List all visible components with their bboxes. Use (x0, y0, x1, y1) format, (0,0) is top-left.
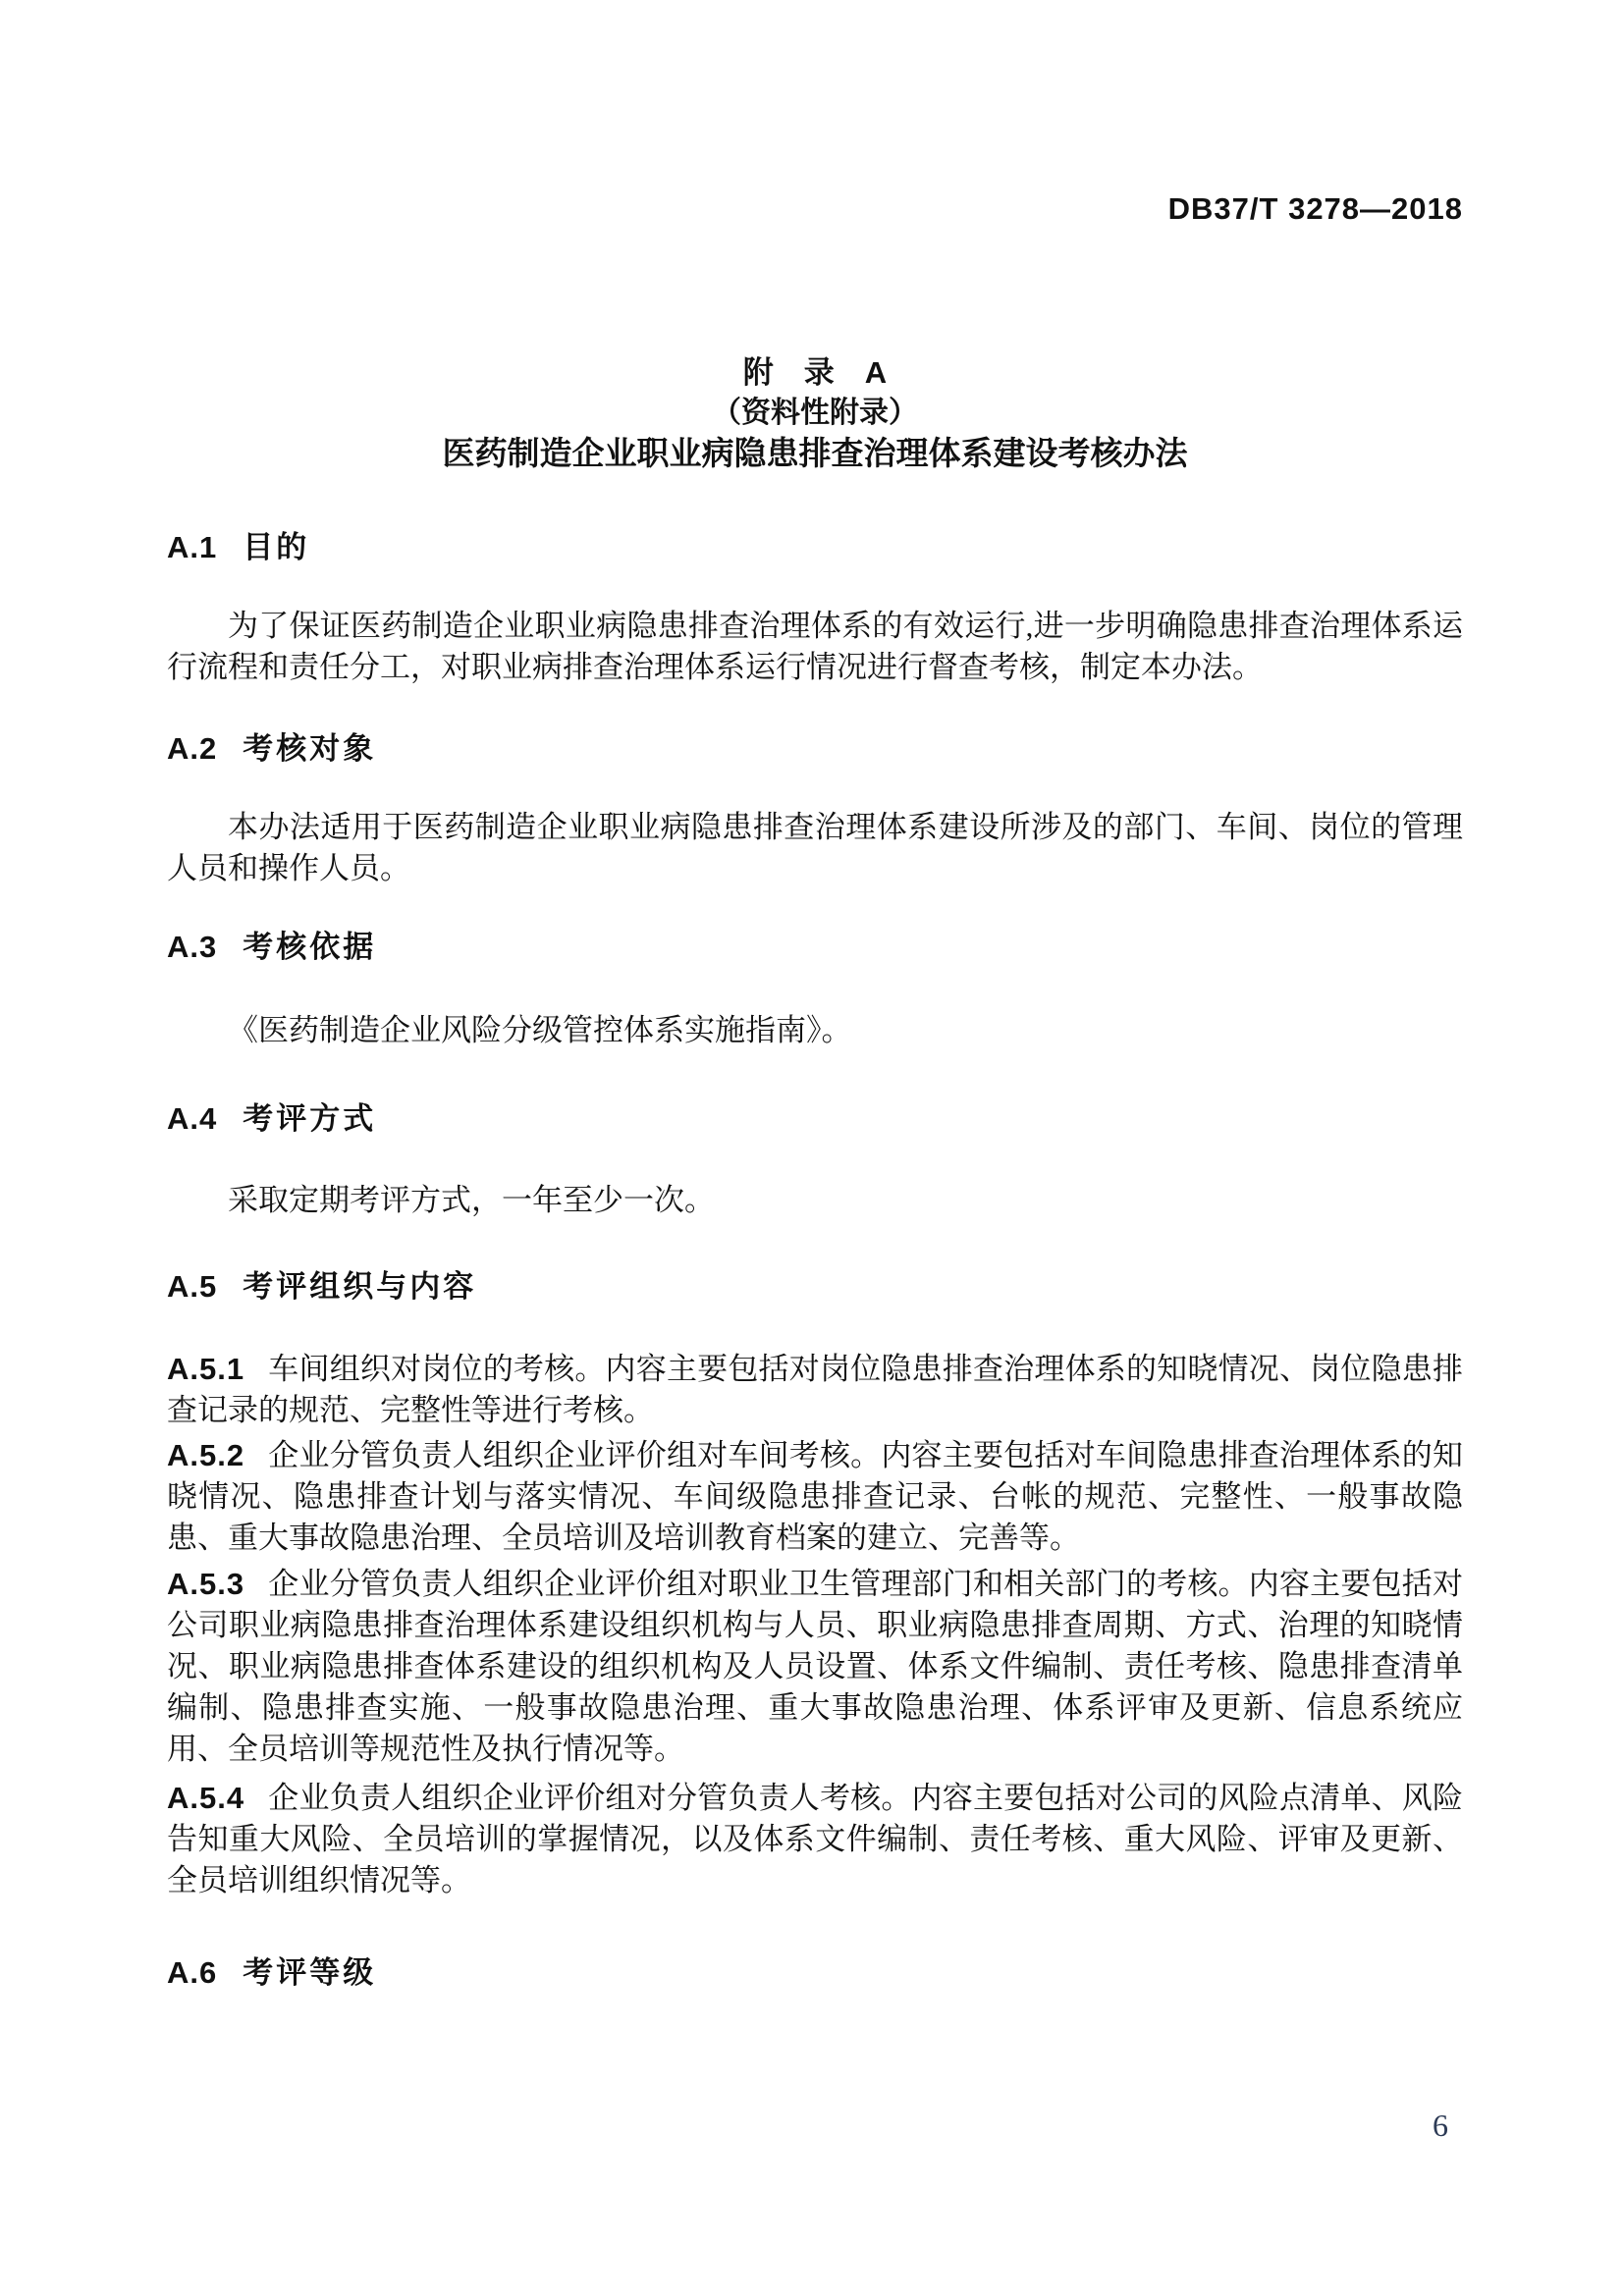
paragraph-a1: 为了保证医药制造企业职业病隐患排查治理体系的有效运行,进一步明确隐患排查治理体系运行流程和责任分工，对职业病排查治理体系运行情况进行督查考核，制定本办法。 (167, 609, 1463, 684)
clause-a5-3 (167, 1564, 1463, 1770)
clause-a5-1 (167, 1349, 1463, 1431)
clause-text: 企业分管负责人组织企业评价组对车间考核。内容主要包括对车间隐患排查治理体系的知晓情况、隐患排查计划与落实情况、车间级隐患排查记录、台帐的规范、完整性、一般事故隐患、重大事故隐患治理、全员培训及培训教育档案的建立、完善等。 (167, 1438, 1463, 1555)
paragraph-a2: 本办法适用于医药制造企业职业病隐患排查治理体系建设所涉及的部门、车间、岗位的管理人员和操作人员。 (167, 810, 1463, 885)
section-number: A.2 (167, 731, 218, 766)
section-number: A.5 (167, 1269, 218, 1304)
section-title: 考评等级 (243, 1955, 377, 1990)
clause-text: 企业负责人组织企业评价组对分管负责人考核。内容主要包括对公司的风险点清单、风险告知重大风险、全员培训的掌握情况，以及体系文件编制、责任考核、重大风险、评审及更新、全员培训组织情况等。 (167, 1781, 1463, 1897)
section-heading-a4 (167, 1098, 1463, 1140)
clause-number: A.5.2 (167, 1438, 245, 1472)
standard-number-header: DB37/T 3278—2018 (1167, 191, 1463, 226)
clause-number: A.5.1 (167, 1352, 245, 1386)
clause-number: A.5.3 (167, 1567, 245, 1601)
section-title: 考评方式 (243, 1101, 377, 1136)
section-heading-a3 (167, 927, 1463, 968)
section-title: 考核依据 (243, 930, 377, 964)
section-number: A.1 (167, 530, 218, 564)
section-number: A.4 (167, 1101, 218, 1136)
section-title: 目的 (243, 530, 310, 564)
section-number: A.3 (167, 930, 218, 964)
paragraph-a3: 《医药制造企业风险分级管控体系实施指南》。 (228, 1013, 852, 1047)
section-heading-a6 (167, 1952, 1463, 1994)
paragraph-a4: 采取定期考评方式，一年至少一次。 (228, 1183, 715, 1217)
section-number: A.6 (167, 1955, 218, 1990)
clause-a5-2 (167, 1435, 1463, 1559)
appendix-note: （资料性附录） (712, 397, 918, 429)
section-heading-a5 (167, 1266, 1463, 1308)
clause-text: 企业分管负责人组织企业评价组对职业卫生管理部门和相关部门的考核。内容主要包括对公司职业病隐患排查治理体系建设组织机构与人员、职业病隐患排查周期、方式、治理的知晓情况、职业病隐患排查体系建设的组织机构及人员设置、体系文件编制、责任考核、隐患排查清单编制、隐患排查实施、一般事故隐患治理、重大事故隐患治理、体系评审及更新、信息系统应用、全员培训等规范性及执行情况等。 (167, 1567, 1463, 1766)
clause-number: A.5.4 (167, 1781, 245, 1815)
section-heading-a2 (167, 728, 1463, 770)
clause-text: 车间组织对岗位的考核。内容主要包括对岗位隐患排查治理体系的知晓情况、岗位隐患排查记录的规范、完整性等进行考核。 (167, 1352, 1463, 1427)
appendix-title: 医药制造企业职业病隐患排查治理体系建设考核办法 (442, 435, 1188, 471)
section-title: 考评组织与内容 (243, 1269, 477, 1304)
page-number: 6 (1433, 2108, 1448, 2143)
appendix-label: 附 录 A (742, 355, 888, 390)
section-title: 考核对象 (243, 731, 377, 766)
clause-a5-4 (167, 1778, 1463, 1901)
section-heading-a1 (167, 527, 1463, 568)
